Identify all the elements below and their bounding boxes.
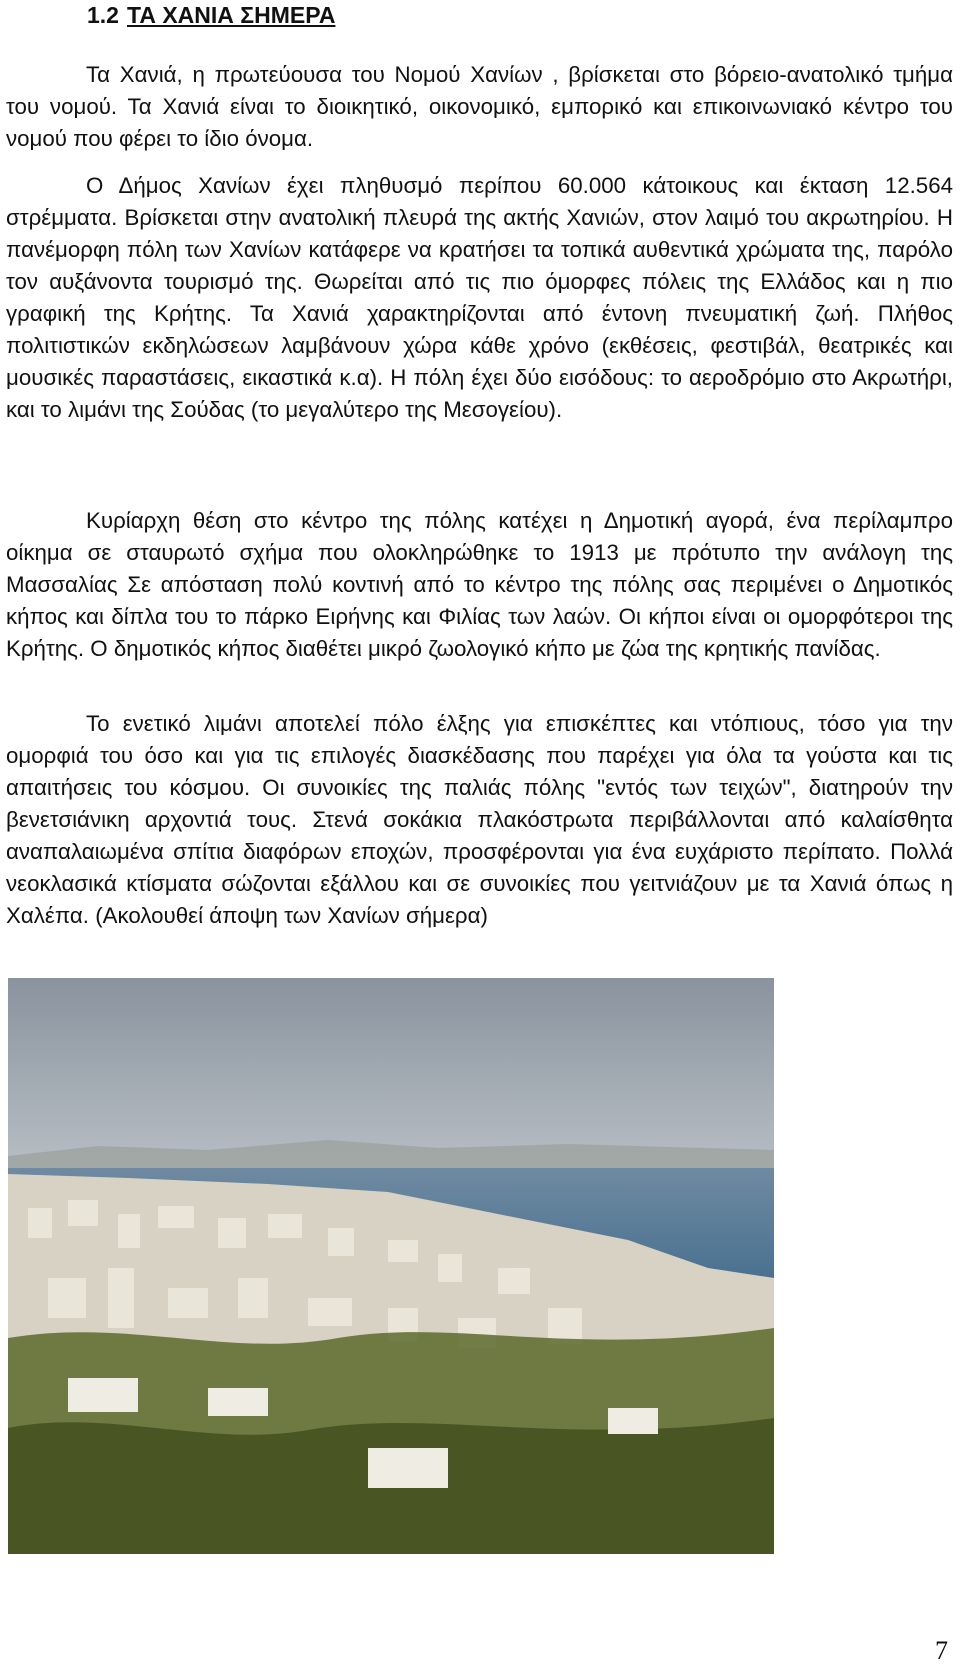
page-number: 7	[935, 1636, 948, 1665]
section-number: 1.2	[87, 2, 119, 28]
paragraph-intro	[6, 59, 953, 155]
paragraph-text: Τα Χανιά, η πρωτεύουσα του Νομού Χανίων , βρίσκεται στο βόρειο-ανατολικό τμήμα του νομού. Τα Χανιά είναι το διοικητικό, οικονομικό, εμπορικό και επικοινωνιακό κέντρο του νομού που φέρει το ίδιο όνομα.	[6, 62, 953, 151]
photo-illustration	[8, 978, 774, 1554]
paragraph-population	[6, 170, 953, 426]
paragraph-market	[6, 505, 953, 665]
section-heading	[87, 0, 335, 30]
paragraph-text: Ο Δήμος Χανίων έχει πληθυσμό περίπου 60.000 κάτοικους και έκταση 12.564 στρέμματα. Βρίσκεται στην ανατολική πλευρά της ακτής Χανιών, στον λαιμό του ακρωτηρίου. Η πανέμορφη πόλη των Χανίων κατάφερε να κρατήσει τα τοπικά αυθεντικά χρώματα της, παρόλο τον αυξάνοντα τουρισμό της. Θωρείται από τις πιο όμορφες πόλεις της Ελλάδος και η πιο γραφική της Κρήτης. Τα Χανιά χαρακτηρίζονται από έντονη πνευματική ζωή. Πλήθος πολιτιστικών εκδηλώσεων λαμβάνουν χώρα κάθε χρόνο (εκθέσεις, φεστιβάλ, θεατρικές και μουσικές παραστάσεις, εικαστικά κ.α). Η πόλη έχει δύο εισόδους: το αεροδρόμιο στο Ακρωτήρι, και το λιμάνι της Σούδας (το μεγαλύτερο της Μεσογείου).	[6, 173, 953, 422]
paragraph-harbour	[6, 708, 953, 932]
paragraph-text: Το ενετικό λιμάνι αποτελεί πόλο έλξης για επισκέπτες και ντόπιους, τόσο για την ομορφιά του όσο και για τις επιλογές διασκέδασης που παρέχει για όλα τα γούστα και τις απαιτήσεις του κόσμου. Οι συνοικίες της παλιάς πόλης "εντός των τειχών", διατηρούν την βενετσιάνικη αρχοντιά τους. Στενά σοκάκια πλακόστρωτα περιβάλλονται από καλαίσθητα αναπαλαιωμένα σπίτια διαφόρων εποχών, προσφέρονται για ένα ευχάριστο περίπατο. Πολλά νεοκλασικά κτίσματα σώζονται εξάλλου και σε συνοικίες που γειτνιάζουν με τα Χανιά όπως η Χαλέπα. (Ακολουθεί άποψη των Χανίων σήμερα)	[6, 711, 953, 928]
section-title: ΤΑ ΧΑΝΙΑ ΣΗΜΕΡΑ	[126, 2, 336, 28]
paragraph-text: Κυρίαρχη θέση στο κέντρο της πόλης κατέχει η Δημοτική αγορά, ένα περίλαμπρο οίκημα σε σταυρωτό σχήμα που ολοκληρώθηκε το 1913 με πρότυπο την ανάλογη της Μασσαλίας Σε απόσταση πολύ κοντινή από το κέντρο της πόλης σας περιμένει ο Δημοτικός κήπος και δίπλα του το πάρκο Ειρήνης και Φιλίας των λαών. Οι κήποι είναι οι ομορφότεροι της Κρήτης. Ο δημοτικός κήπος διαθέτει μικρό ζωολογικό κήπο με ζώα της κρητικής πανίδας.	[6, 508, 953, 661]
chania-panorama-photo	[8, 978, 774, 1554]
